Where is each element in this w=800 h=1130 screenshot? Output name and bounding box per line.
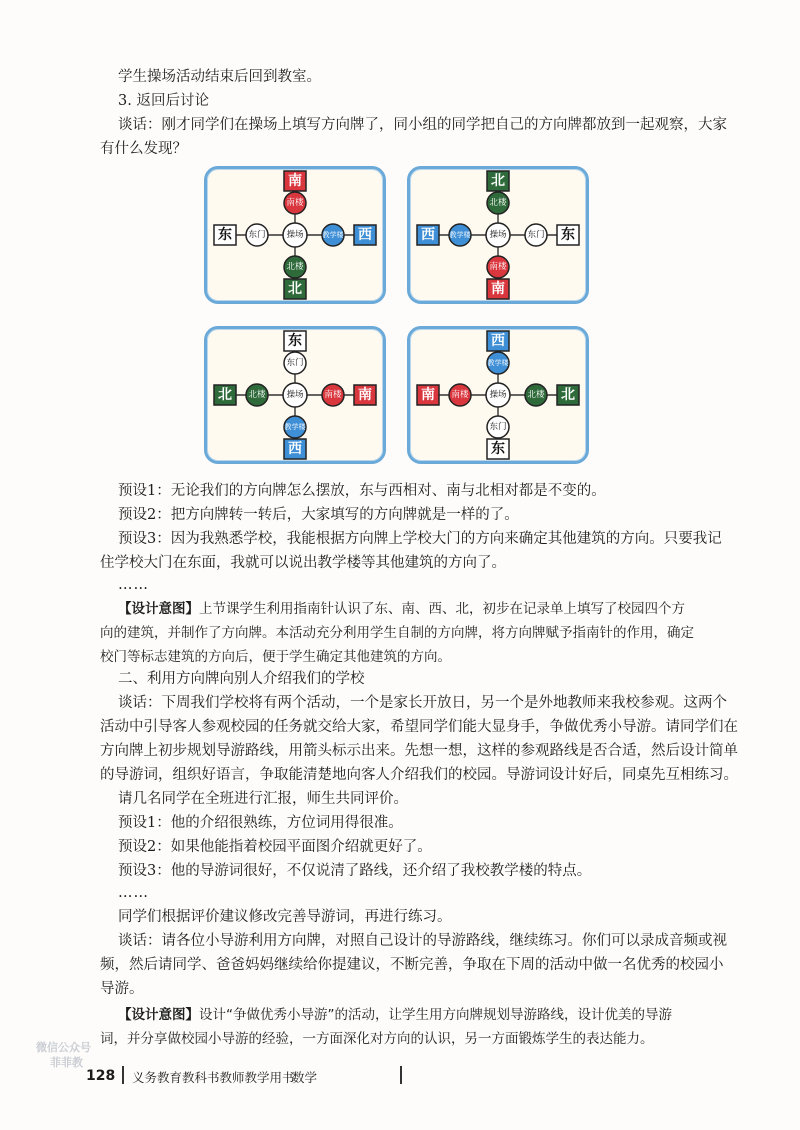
- building-label-操场: 操场: [489, 230, 507, 240]
- direction-panel-graphic: [207, 329, 383, 461]
- direction-label-南: 南: [421, 387, 435, 403]
- building-label-南楼: 南楼: [324, 390, 342, 400]
- design-intent-1-line-2: 向的建筑，并制作了方向牌。本活动充分利用学生自制的方向牌，将方向牌赋予指南针的作用，确定: [100, 625, 694, 641]
- direction-label-西: 西: [358, 227, 372, 243]
- direction-label-西: 西: [421, 227, 435, 243]
- direction-label-东: 东: [288, 333, 302, 349]
- design-intent-1-tag: 【设计意图】: [118, 601, 199, 617]
- talk-3-line-3: 导游。: [100, 981, 144, 997]
- ellipsis-1: ……: [118, 577, 149, 593]
- direction-label-北: 北: [218, 387, 232, 403]
- building-label-操场: 操场: [286, 230, 304, 240]
- building-label-南楼: 南楼: [489, 262, 507, 272]
- talk-1-line-2: 有什么发现？: [100, 141, 187, 157]
- footer-book-title: 义务教育教科书教师教学用书: [132, 1070, 295, 1085]
- preset-3-line-2: 住学校大门在东面，我就可以说出教学楼等其他建筑的方向了。: [100, 555, 506, 571]
- watermark: [36, 1040, 114, 1070]
- design-intent-2-line-1: [118, 1004, 710, 1026]
- talk-2-line-3: 方向牌上初步规划导游路线，用箭头标示出来。先想一想，这样的参观路线是否合适，然后设计简单: [100, 743, 738, 759]
- design-intent-2-tag: 【设计意图】: [118, 1007, 199, 1023]
- preset-3-line-1: 预设3：因为我熟悉学校，我能根据方向牌上学校大门的方向来确定其他建筑的方向。只要我记: [118, 531, 722, 547]
- building-label-东门: 东门: [489, 422, 507, 432]
- building-label-教学楼: 教学楼: [449, 231, 471, 239]
- building-label-东门: 东门: [286, 358, 304, 368]
- building-label-北楼: 北楼: [489, 198, 507, 208]
- talk-3-line-2: 频，然后请同学、爸爸妈妈继续给你提建议，不断完善，争取在下周的活动中做一名优秀的校园小: [100, 957, 724, 973]
- building-label-北楼: 北楼: [527, 390, 545, 400]
- footer-divider: [122, 1066, 124, 1084]
- building-label-教学楼: 教学楼: [487, 359, 509, 367]
- direction-panel-4: [407, 326, 589, 464]
- direction-label-南: 南: [491, 281, 505, 297]
- direction-panel-graphic: [207, 169, 383, 301]
- design-intent-1-line-1: [118, 598, 710, 620]
- direction-label-北: 北: [491, 173, 505, 189]
- building-label-东门: 东门: [248, 230, 266, 240]
- building-label-南楼: 南楼: [286, 198, 304, 208]
- watermark-line-2: 菲菲教: [50, 1056, 83, 1069]
- building-label-南楼: 南楼: [451, 390, 469, 400]
- direction-label-东: 东: [218, 227, 232, 243]
- direction-label-东: 东: [491, 441, 505, 457]
- building-label-北楼: 北楼: [248, 390, 266, 400]
- ellipsis-2: ……: [118, 885, 149, 901]
- section-2-heading: 二、利用方向牌向别人介绍我们的学校: [118, 671, 365, 687]
- footer-divider-right: [400, 1066, 402, 1084]
- direction-label-东: 东: [561, 227, 575, 243]
- building-label-北楼: 北楼: [286, 262, 304, 272]
- report-line: 请几名同学在全班进行汇报，师生共同评价。: [118, 791, 408, 807]
- watermark-line-1: 微信公众号: [36, 1041, 91, 1054]
- talk-2-line-4: 的导游词，组织好语言，争取能清楚地向客人介绍我们的校园。导游词设计好后，同桌先互相练习。: [100, 767, 738, 783]
- direction-panel-1: [204, 166, 386, 304]
- preset-2-3: 预设3：他的导游词很好，不仅说清了路线，还介绍了我校教学楼的特点。: [118, 863, 592, 879]
- direction-label-南: 南: [358, 387, 372, 403]
- footer-subject: 数学: [292, 1070, 318, 1085]
- preset-2-2: 预设2：如果他能指着校园平面图介绍就更好了。: [118, 839, 432, 855]
- building-label-教学楼: 教学楼: [322, 231, 344, 239]
- direction-panel-graphic: [410, 169, 586, 301]
- design-intent-1-text: 上节课学生利用指南针认识了东、南、西、北，初步在记录单上填写了校园四个方: [199, 601, 685, 617]
- direction-label-南: 南: [288, 173, 302, 189]
- direction-label-北: 北: [561, 387, 575, 403]
- design-intent-1-line-3: 校门等标志建筑的方向后，便于学生确定其他建筑的方向。: [100, 649, 451, 665]
- direction-panel-graphic: [410, 329, 586, 461]
- design-intent-2-text: 设计“争做优秀小导游”的活动，让学生用方向牌规划导游路线，设计优美的导游: [199, 1007, 672, 1023]
- design-intent-2-line-2: 词，并分享做校园小导游的经验，一方面深化对方向的认识，另一方面锻炼学生的表达能力。: [100, 1031, 654, 1047]
- preset-2: 预设2：把方向牌转一转后，大家填写的方向牌就是一样的了。: [118, 507, 519, 523]
- direction-panel-3: [204, 326, 386, 464]
- talk-3-line-1: 谈话：请各位小导游利用方向牌，对照自己设计的导游路线，继续练习。你们可以录成音频或视: [118, 933, 727, 949]
- preset-1: 预设1：无论我们的方向牌怎么摆放，东与西相对、南与北相对都是不变的。: [118, 483, 606, 499]
- revise-line: 同学们根据评价建议修改完善导游词，再进行练习。: [118, 909, 452, 925]
- page-number: 128: [86, 1068, 116, 1084]
- building-label-教学楼: 教学楼: [284, 423, 306, 431]
- intro-line: 学生操场活动结束后回到教室。: [118, 69, 321, 85]
- building-label-东门: 东门: [527, 230, 545, 240]
- heading-return-discussion: 3. 返回后讨论: [118, 93, 209, 109]
- talk-2-line-2: 活动中引导客人参观校园的任务就交给大家，希望同学们能大显身手，争做优秀小导游。请同学们在: [100, 719, 738, 735]
- direction-panel-2: [407, 166, 589, 304]
- talk-1-line-1: 谈话：刚才同学们在操场上填写方向牌了，同小组的同学把自己的方向牌都放到一起观察，大家: [118, 117, 727, 133]
- building-label-操场: 操场: [489, 390, 507, 400]
- building-label-操场: 操场: [286, 390, 304, 400]
- direction-label-西: 西: [288, 441, 302, 457]
- preset-2-1: 预设1：他的介绍很熟练，方位词用得很准。: [118, 815, 403, 831]
- talk-2-line-1: 谈话：下周我们学校将有两个活动，一个是家长开放日，另一个是外地教师来我校参观。这两个: [118, 695, 727, 711]
- direction-label-西: 西: [491, 333, 505, 349]
- direction-label-北: 北: [288, 281, 302, 297]
